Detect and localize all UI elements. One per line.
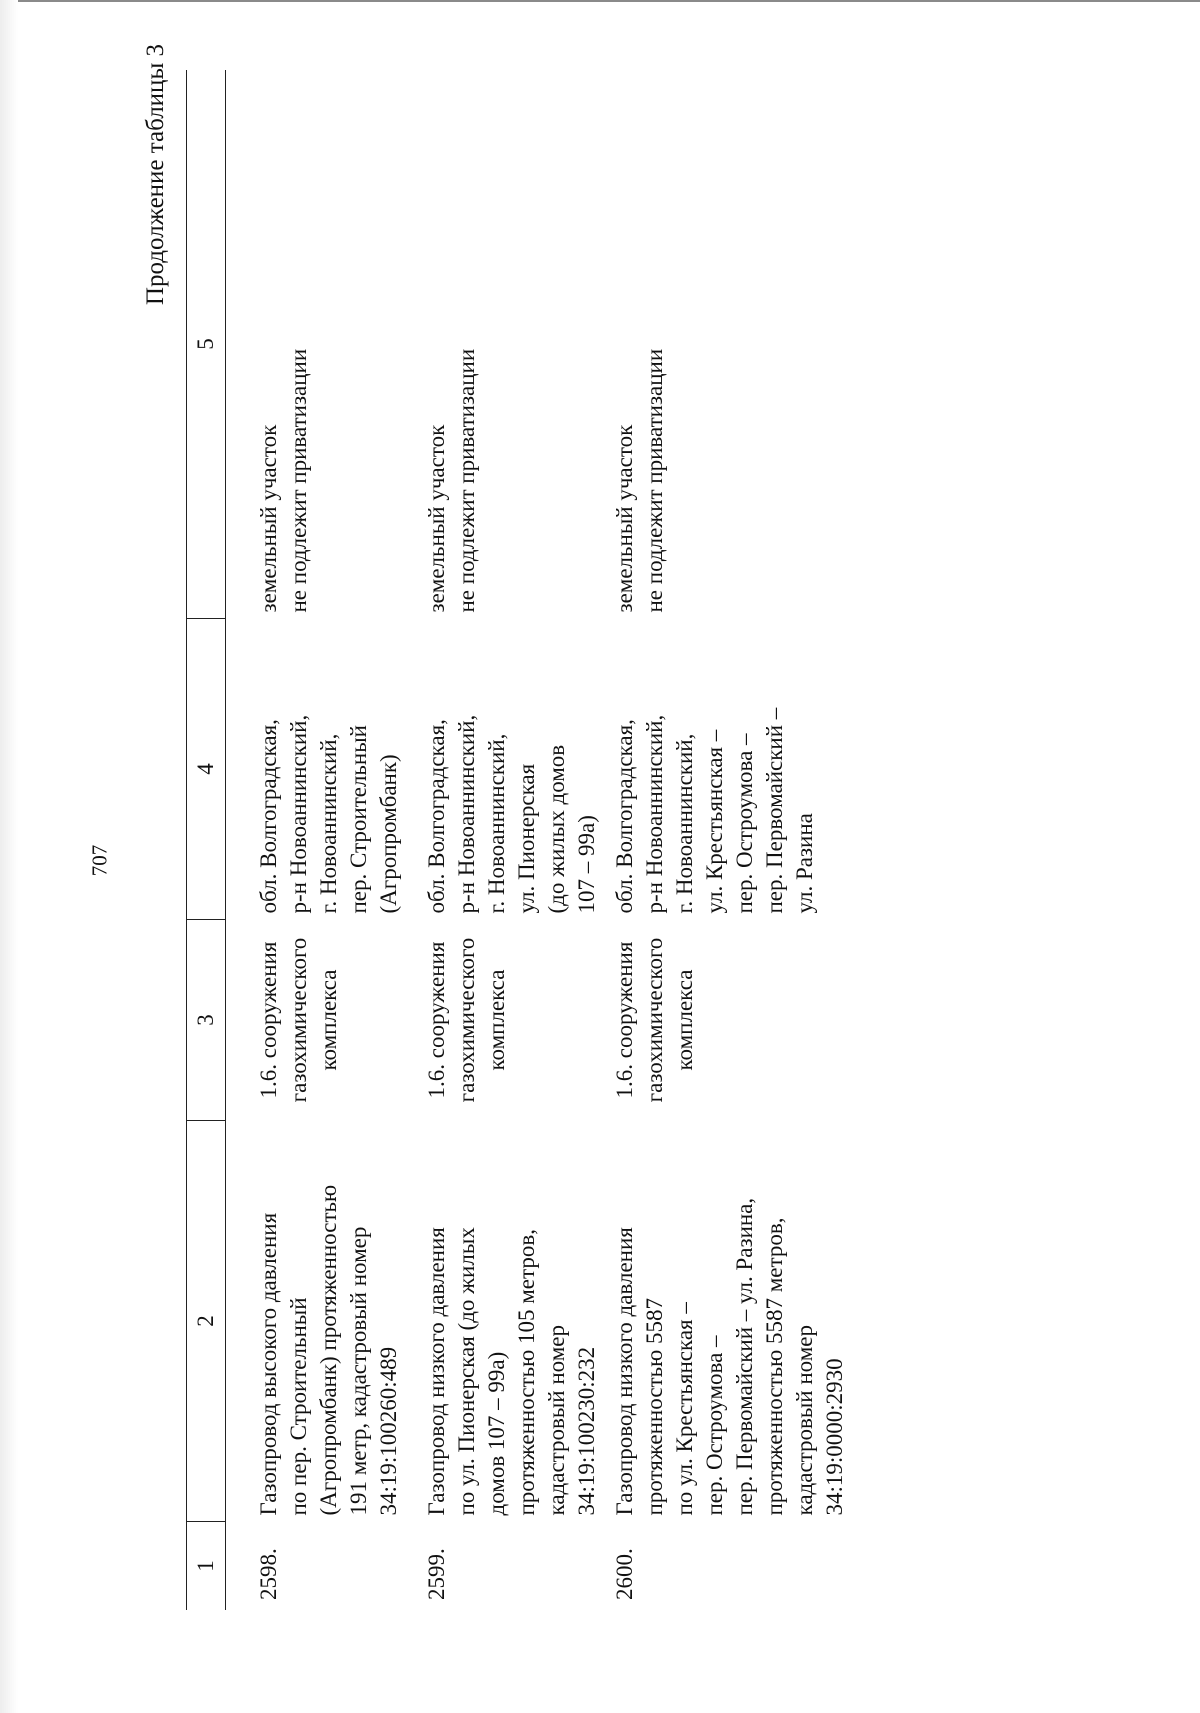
address-cell [610,619,850,920]
category-line: 1.6. сооружения [612,941,637,1099]
category-line: комплекса [672,969,697,1071]
header-col-2: 2 [187,1121,226,1522]
address-line: г. Новоаннинский, [316,733,341,914]
object-name-line: по пер. Строительный [286,1297,311,1516]
object-name-line: пер. Остроумова – [702,1335,727,1516]
address-line: р-н Новоаннинский, [642,714,667,914]
object-name-cell [422,1121,610,1522]
object-name-line: 191 метр, кадастровый номер [346,1226,371,1516]
address-line: пер. Первомайский – [762,707,787,914]
category-line: 1.6. сооружения [424,941,449,1099]
table-row [610,70,850,1610]
note-cell [610,70,850,619]
category-line: 1.6. сооружения [256,941,281,1099]
note-cell [226,70,423,619]
scan-edge-left [0,0,18,1713]
address-line: (Агропромбанк) [376,754,401,914]
address-line: р-н Новоаннинский, [286,714,311,914]
object-name-line: кадастровый номер [544,1325,569,1516]
address-line: (до жилых домов [544,744,569,914]
object-name-line: протяженностью 105 метров, [514,1229,539,1516]
object-name-line: Газопровод низкого давления [424,1227,449,1516]
category-line: комплекса [484,969,509,1071]
address-line: г. Новоаннинский, [672,733,697,914]
object-name-cell [610,1121,850,1522]
property-table [186,70,850,1610]
object-name-line: Газопровод высокого давления [256,1212,281,1516]
object-name-line: 34:19:100260:489 [376,1346,401,1516]
category-cell [610,920,850,1121]
scan-edge-top [0,0,1200,2]
object-name-cell [226,1121,423,1522]
note-line: не подлежит приватизации [454,348,479,613]
address-line: г. Новоаннинский, [484,733,509,914]
object-name-line: Газопровод низкого давления [612,1227,637,1516]
note-line: земельный участок [256,424,281,613]
category-line: газохимического [454,937,479,1103]
table-continuation-label: Продолжение таблицы 3 [142,44,169,306]
object-name-line: домов 107 – 99а) [484,1351,509,1516]
category-cell [226,920,423,1121]
table-header-row [187,70,226,1610]
object-name-line: (Агропромбанк) протяженностью [316,1184,341,1516]
category-line: газохимического [642,937,667,1103]
address-line: р-н Новоаннинский, [454,714,479,914]
header-col-5: 5 [187,70,226,619]
address-line: ул. Крестьянская – [702,729,727,914]
object-name-line: по ул. Пионерская (до жилых [454,1227,479,1516]
address-line: обл. Волгоградская, [256,719,281,914]
object-name-line: кадастровый номер [792,1325,817,1516]
note-line: не подлежит приватизации [642,348,667,613]
object-name-line: пер. Первомайский – ул. Разина, [732,1197,757,1516]
note-line: земельный участок [424,424,449,613]
object-name-line: 34:19:100230:232 [574,1346,599,1516]
category-line: газохимического [286,937,311,1103]
table-row [422,70,610,1610]
category-line: комплекса [316,969,341,1071]
note-line: не подлежит приватизации [286,348,311,613]
object-name-line: протяженностью 5587 [642,1297,667,1516]
row-number: 2598. [256,1548,281,1600]
address-line: ул. Пионерская [514,763,539,914]
header-col-3: 3 [187,920,226,1121]
rotated-page-content [142,24,1182,1610]
address-line: пер. Остроумова – [732,733,757,914]
header-col-1: 1 [187,1522,226,1611]
page-number: 707 [87,844,112,877]
table-row [226,70,423,1610]
address-line: 107 – 99а) [574,815,599,914]
note-line: земельный участок [612,424,637,613]
address-cell [422,619,610,920]
address-line: пер. Строительный [346,725,371,914]
header-col-4: 4 [187,619,226,920]
address-cell [226,619,423,920]
address-line: обл. Волгоградская, [424,719,449,914]
row-number: 2600. [612,1548,637,1600]
row-number: 2599. [424,1548,449,1600]
object-name-line: 34:19:0000:2930 [822,1358,847,1516]
object-name-line: по ул. Крестьянская – [672,1302,697,1516]
category-cell [422,920,610,1121]
address-line: обл. Волгоградская, [612,719,637,914]
address-line: ул. Разина [792,813,817,914]
note-cell [422,70,610,619]
object-name-line: протяженностью 5587 метров, [762,1217,787,1516]
